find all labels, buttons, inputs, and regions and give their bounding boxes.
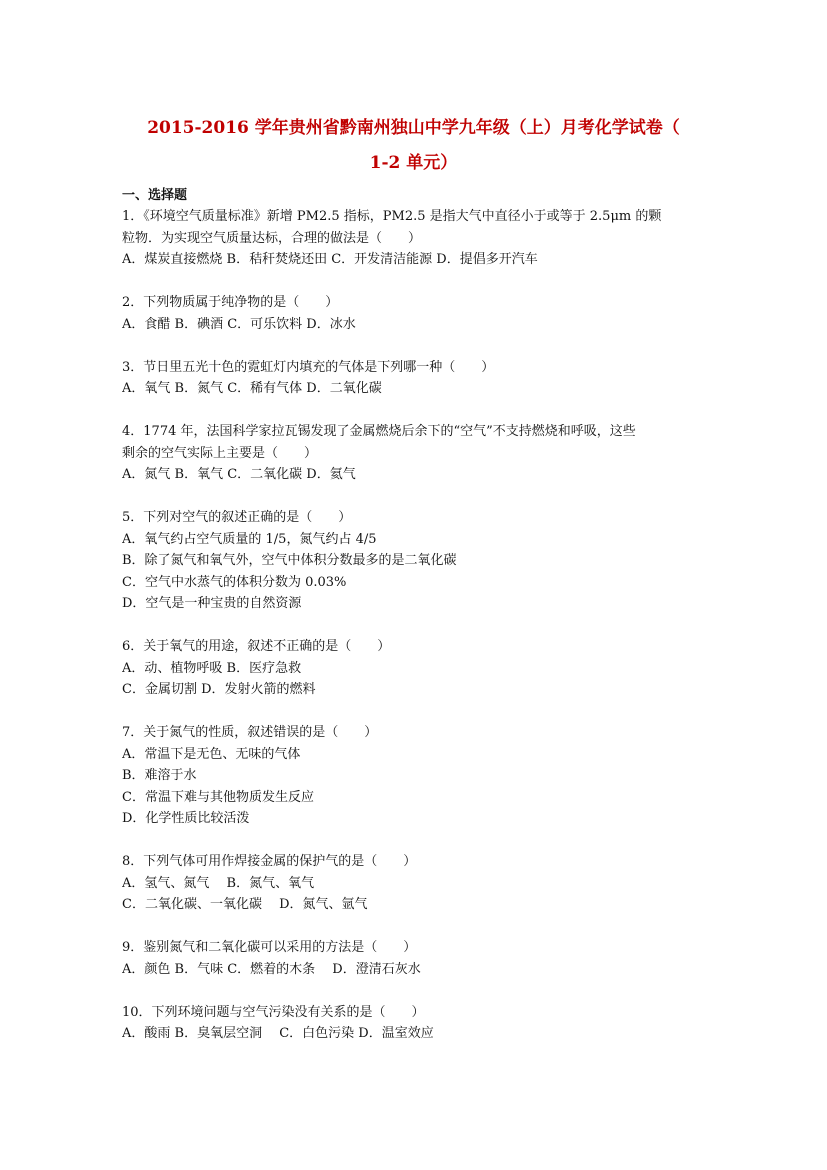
document-title-line-2: 1-2 单元） [369, 153, 458, 173]
question-line: A．煤炭直接燃烧 B．秸秆焚烧还田 C．开发清洁能源 D．提倡多开汽车 [122, 252, 538, 267]
question-4 [122, 421, 722, 486]
question-line: A．氧气约占空气质量的 1/5，氮气约占 4/5 [122, 531, 377, 547]
question-text: 9．鉴别氮气和二氧化碳可以采用的方法是（ ） [122, 940, 417, 955]
document-title-line-1: 2015-2016 学年贵州省黔南州独山中学九年级（上）月考化学试卷（ [147, 118, 680, 138]
question-line: A．动、植物呼吸 B．医疗急救 [122, 660, 302, 676]
question-line: A．酸雨 B．臭氧层空洞 C．白色污染 D．温室效应 [122, 1026, 434, 1041]
question-text: 3．节日里五光十色的霓虹灯内填充的气体是下列哪一种（ ） [122, 359, 495, 375]
question-line: D．化学性质比较活泼 [122, 811, 250, 826]
question-8 [122, 851, 722, 916]
question-6 [122, 636, 722, 701]
question-line: A．颜色 B．气味 C．燃着的木条 D．澄清石灰水 [122, 961, 421, 977]
question-line: B．难溶于水 [122, 768, 197, 783]
question-line: A．常温下是无色、无味的气体 [122, 746, 301, 762]
section-heading: 一、选择题 [122, 188, 188, 203]
question-line: C．金属切割 D．发射火箭的燃料 [122, 682, 316, 697]
question-2 [122, 292, 722, 335]
question-line: C．空气中水蒸气的体积分数为 0.03% [122, 574, 347, 590]
question-text: 1．《环境空气质量标准》新增 PM2.5 指标，PM2.5 是指大气中直径小于或等于 2.5μm 的颗 [122, 209, 662, 224]
question-list [122, 206, 722, 1066]
question-text: 8．下列气体可用作焊接金属的保护气的是（ ） [122, 854, 417, 869]
question-text: 10．下列环境问题与空气污染没有关系的是（ ） [122, 1004, 425, 1020]
question-line: B．除了氮气和氧气外，空气中体积分数最多的是二氧化碳 [122, 553, 457, 568]
question-5 [122, 507, 722, 615]
question-line: 剩余的空气实际上主要是（ ） [122, 445, 318, 461]
question-line: A．食醋 B．碘酒 C．可乐饮料 D．冰水 [122, 316, 356, 332]
question-line: A．氮气 B．氧气 C．二氧化碳 D．氦气 [122, 467, 356, 482]
question-line: C．常温下难与其他物质发生反应 [122, 789, 314, 805]
question-line: D．空气是一种宝贵的自然资源 [122, 596, 302, 611]
question-1 [122, 206, 722, 271]
question-line: A．氢气、氮气 B．氮气、氧气 [122, 875, 315, 891]
question-line: C．二氧化碳、一氧化碳 D．氮气、氩气 [122, 897, 368, 912]
question-text: 4．1774 年，法国科学家拉瓦锡发现了金属燃烧后余下的“空气”不支持燃烧和呼吸，这些 [122, 424, 636, 439]
question-text: 7．关于氮气的性质，叙述错误的是（ ） [122, 725, 378, 740]
question-3 [122, 357, 722, 400]
question-text: 6．关于氧气的用途，叙述不正确的是（ ） [122, 639, 391, 654]
question-7 [122, 722, 722, 830]
question-text: 5．下列对空气的叙述正确的是（ ） [122, 510, 352, 525]
question-10 [122, 1002, 722, 1045]
question-line: A．氧气 B．氮气 C．稀有气体 D．二氧化碳 [122, 381, 382, 396]
question-text: 2．下列物质属于纯净物的是（ ） [122, 295, 339, 310]
question-9 [122, 937, 722, 980]
question-line: 粒物．为实现空气质量达标，合理的做法是（ ） [122, 230, 422, 246]
